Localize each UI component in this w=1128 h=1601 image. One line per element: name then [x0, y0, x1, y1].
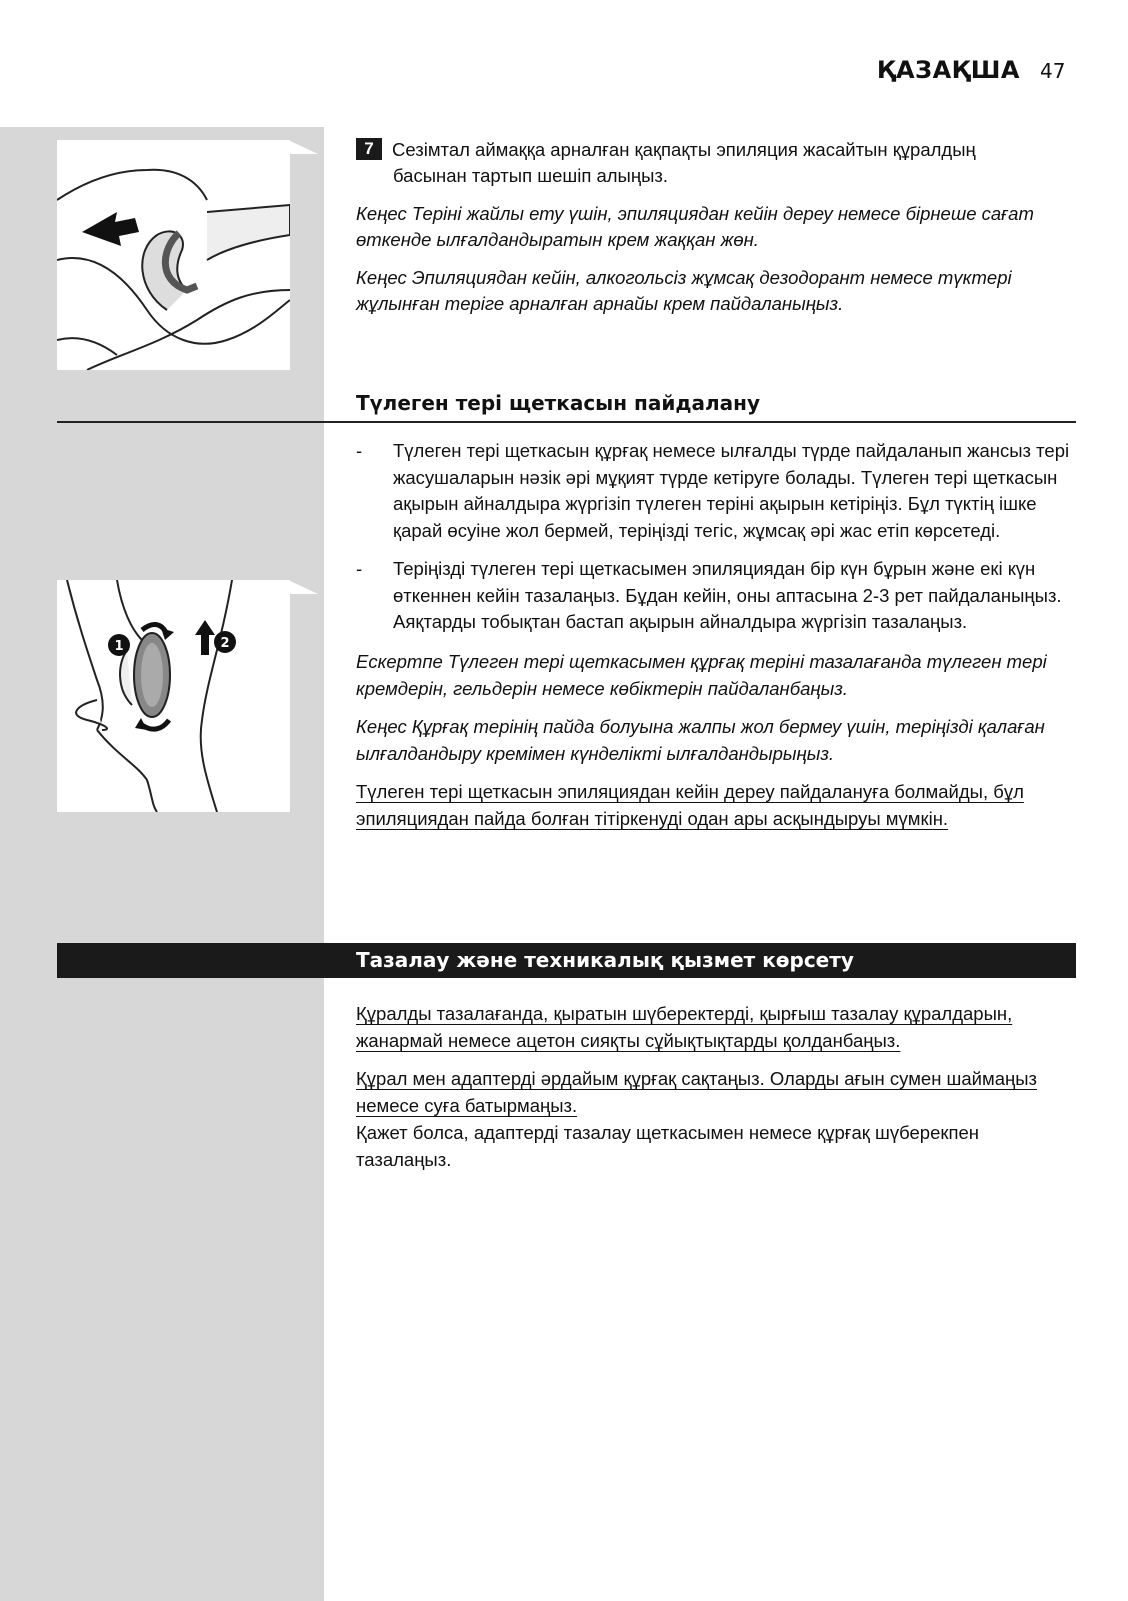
section-rule: [57, 421, 1076, 423]
warning-keep-dry: Құрал мен адаптерді әрдайым құрғақ сақтаңыз. Оларды ағын сумен шаймаңыз немесе суға батырмаңыз.: [356, 1068, 1038, 1116]
warning-cleaning-agents: Құралды тазалағанда, қыратын шүберектерді, қырғыш тазалау құралдарын, жанармай немесе ацетон сияқты сұйықтықтарды қолданбаңыз.: [356, 1003, 1013, 1051]
bullet-dash: -: [356, 558, 363, 579]
figure-label-2: 2: [220, 636, 230, 651]
section-title-cleaning: Тазалау және техникалық қызмет көрсету: [356, 948, 854, 972]
figure-pointer: [288, 140, 318, 170]
tip-moisturize: Кеңес Теріні жайлы ету үшін, эпиляциядан кейін дереу немесе бірнеше сағат өткенде ылғалдандыратын крем жаққан жөн.: [356, 203, 1034, 250]
step-7-line1: Сезімтал аймаққа арналған қақпақты эпиляция жасайтын құралдың: [392, 139, 976, 160]
tip-deodorant: Кеңес Эпиляциядан кейін, алкогольсіз жұмсақ дезодорант немесе түктері жұлынған теріге арналған арнайы крем пайдаланыңыз.: [356, 267, 1012, 314]
step-7: [356, 137, 1076, 317]
bullet-dash: -: [356, 440, 363, 461]
figure-pointer: [288, 580, 318, 610]
illustration-exfoliation: [57, 580, 290, 812]
warning-exfoliation: Түлеген тері щеткасын эпиляциядан кейін дереу пайдалануға болмайды, бұл эпиляциядан пайда болған тітіркенуді одан ары асқындыруы мүмкін.: [356, 780, 1024, 829]
exfoliation-content: [356, 438, 1076, 843]
tip-dry-skin: Кеңес Құрғақ терінің пайда болуына жалпы жол бермеу үшін, теріңізді қалаған ылғалдандыру кремімен күнделікті ылғалдандырыңыз.: [356, 715, 1045, 764]
section-bar-cleaning: [57, 943, 1076, 978]
note-exfoliation: Ескертпе Түлеген тері щеткасымен құрғақ теріні тазалағанда түлеген тері кремдерін, гельдерін немесе көбіктерін пайдаланбаңыз.: [356, 650, 1047, 699]
cleaning-instructions: Қажет болса, адаптерді тазалау щеткасымен немесе құрғақ шүберекпен тазалаңыз.: [356, 1122, 979, 1170]
step-7-line2: басынан тартып шешіп алыңыз.: [393, 165, 668, 186]
language-header: ҚАЗАҚША: [876, 56, 1020, 84]
cleaning-content: [356, 1000, 1076, 1184]
list-item: - Түлеген тері щеткасын құрғақ немесе ылғалды түрде пайдаланып жансыз тері жасушаларын нәзік әрі мұқият түрде кетіруге болады. Түлеген тері щеткасын ақырын айналдыра жүргізіп түлеген теріні ақырын кетіріңіз. Бұл түктің ішке қарай өсуіне жол бермей, теріңізді тегіс, жұмсақ әрі жас етіп көрсетеді.: [356, 440, 1070, 541]
figure-label-1: 1: [114, 639, 124, 654]
step-number: 7: [356, 138, 382, 160]
page-number: 47: [1040, 59, 1066, 83]
list-item: - Теріңізді түлеген тері щеткасымен эпиляциядан бір күн бұрын және екі күн өткеннен кейін тазалаңыз. Бұдан кейін, оны аптасына 2-3 рет пайдаланыңыз. Аяқтарды тобықтан бастап ақырын айналдыра жүргізіп тазалаңыз.: [356, 558, 1062, 632]
illustration-remove-cap: [57, 140, 290, 370]
section-title-exfoliation: Түлеген тері щеткасын пайдалану: [356, 391, 761, 415]
